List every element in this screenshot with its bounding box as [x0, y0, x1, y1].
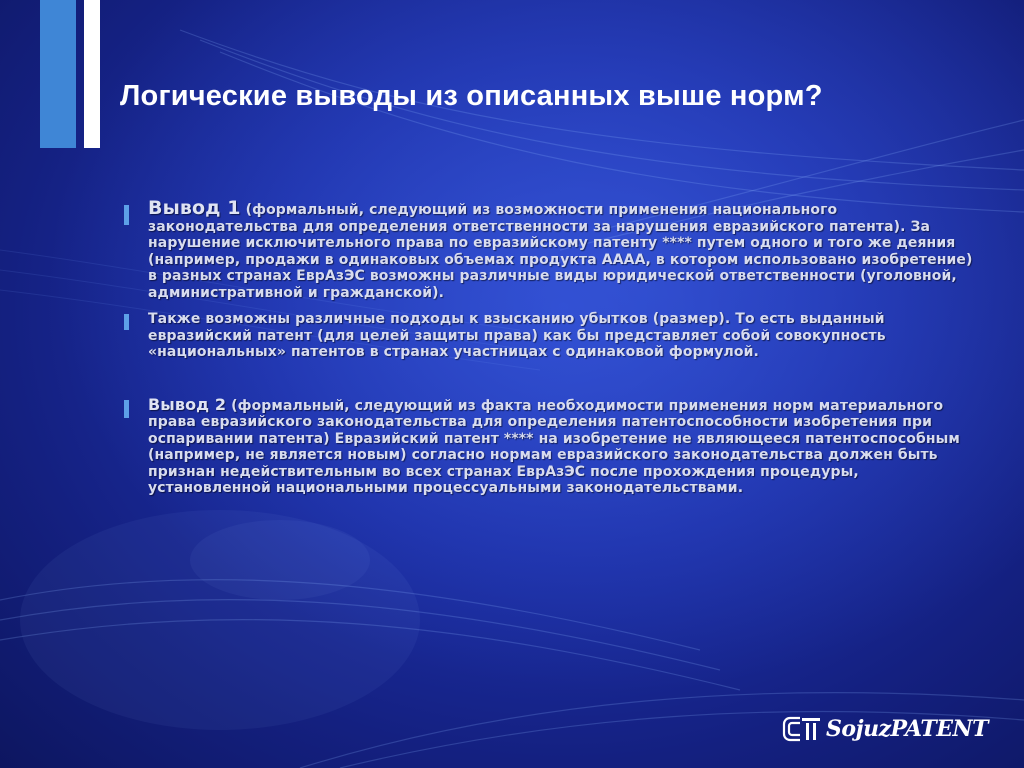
bullet-paragraph [148, 197, 974, 301]
logo-text: SojuzPATENT [826, 716, 988, 742]
bullet-losses-approaches [124, 311, 974, 361]
slide-title: Логические выводы из описанных выше норм? [120, 80, 823, 112]
bullet-text: Также возможны различные подходы к взысканию убытков (размер). То есть выданный евразийский патент (для целей защиты права) как бы представляет собой совокупность «национальных» патентов в странах участницах с одинаковой формулой. [148, 311, 886, 360]
bullet-conclusion-2 [124, 394, 974, 497]
bullet-lead: Вывод 1 [148, 197, 241, 219]
slide-content [124, 197, 974, 497]
accent-bar [40, 0, 76, 148]
bullet-marker [124, 205, 129, 225]
bullet-text: (формальный, следующий из факта необходимости применения норм материального права евразийского законодательства для определения патентоспособности изобретения при оспаривании патента) Евразийский патент **** на изобретение не являющееся патентоспособным (например, не является новым) согласно нормам евразийского законодательства должен быть признан недействительным во всех странах ЕврАзЭС после прохождения процедуры, установленной национальными процессуальными законодательствами. [148, 397, 960, 496]
bullet-marker [124, 400, 129, 418]
bullet-paragraph [148, 311, 974, 361]
bullet-marker [124, 314, 129, 330]
sojuzpatent-logo [782, 714, 988, 744]
bullet-conclusion-1 [124, 197, 974, 301]
bullet-lead: Вывод 2 [148, 394, 227, 414]
white-accent-bar [84, 0, 100, 148]
sojuzpatent-logo-icon [782, 714, 822, 744]
bullet-paragraph [148, 394, 974, 497]
bullet-text: (формальный, следующий из возможности применения национального законодательства для определения ответственности за нарушения евразийского патента). За нарушение исключительного права по евразийскому патенту **** путем одного и того же деяния (например, продажи в одинаковых объемах продукта АААА, в котором использовано изобретение) в разных странах ЕврАзЭС возможны различные виды юридической ответственности (уголовной, административной и гражданской). [148, 202, 973, 301]
